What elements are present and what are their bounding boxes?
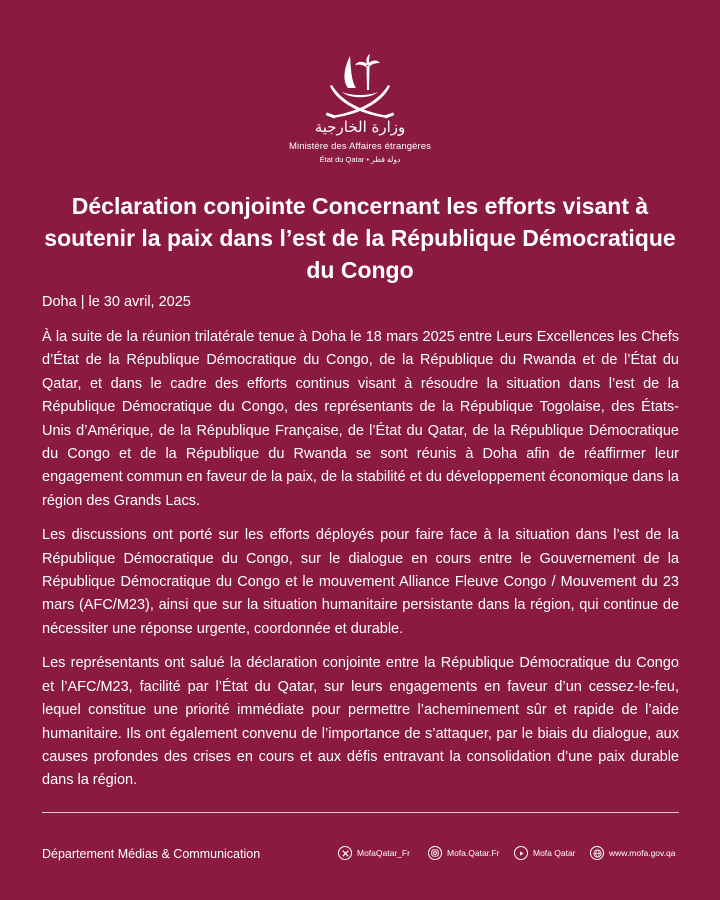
body-paragraph: Les discussions ont porté sur les efforts déployés pour faire face à la situation dans l’est de la République Démocratique du Congo, sur le dialogue en cours entre le Gouvernement de la République Démocratique du Congo et le mouvement Alliance Fleuve Congo / Mouvement du 23 mars (AFC/M23), ainsi que sur la situation humanitaire persistante dans la région, qui continue de nécessiter une réponse urgente, coordonnée et durable. bbox=[42, 527, 679, 637]
footer-divider bbox=[42, 812, 679, 813]
instagram-icon bbox=[428, 846, 442, 860]
state-of-qatar-line: État du Qatar • دولة قطر bbox=[319, 155, 401, 164]
body-paragraph: Les représentants ont salué la déclaration conjointe entre la République Démocratique du Congo et l’AFC/M23, facilité par l’État du Qatar, sur leurs engagements en faveur d’un cessez-le-feu, lequel constitue une priorité immédiate pour permettre l’acheminement sûr et rapide de l’aide humanitaire. Ils ont également convenu de l’importance de s’attaquer, par le biais du dialogue, aux causes profondes des crises en cours et aux défis entravant la consolidation d’une paix durable dans la région. bbox=[42, 655, 679, 789]
youtube-social-link[interactable] bbox=[514, 846, 576, 860]
x-handle: MofaQatar_Fr bbox=[357, 848, 410, 858]
qatar-emblem-logo bbox=[310, 52, 410, 126]
dateline: Doha | le 30 avril, 2025 bbox=[42, 294, 191, 310]
statement-body bbox=[42, 326, 679, 804]
body-paragraph: À la suite de la réunion trilatérale tenue à Doha le 18 mars 2025 entre Leurs Excellences les Chefs d’État de la République Démocratique du Congo, de la République du Rwanda et de l’État du Qatar, et dans le cadre des efforts continus visant à résoudre la situation dans l’est de la République Démocratique du Congo, des représentants de la République Togolaise, des États-Unis d’Amérique, de la République Française, de l’État du Qatar, de la République Démocratique du Congo et de la République du Rwanda se sont réunis à Doha afin de réaffirmer leur engagement commun en faveur de la paix, de la stabilité et du développement économique dans la région des Grands Lacs. bbox=[42, 329, 679, 509]
globe-icon bbox=[590, 846, 604, 860]
website-url: www.mofa.gov.qa bbox=[609, 848, 676, 858]
ministry-name-arabic: وزارة الخارجية bbox=[314, 118, 406, 136]
youtube-icon bbox=[514, 846, 528, 860]
x-social-link[interactable] bbox=[338, 846, 410, 860]
instagram-social-link[interactable] bbox=[428, 846, 499, 860]
x-icon bbox=[338, 846, 352, 860]
ministry-name-french: Ministère des Affaires étrangères bbox=[288, 141, 431, 152]
department-label: Département Médias & Communication bbox=[42, 847, 261, 861]
statement-title: Déclaration conjointe Concernant les efforts visant à soutenir la paix dans l’est de la République Démocratique du Congo bbox=[44, 193, 676, 283]
website-link[interactable] bbox=[590, 846, 675, 860]
instagram-handle: Mofa.Qatar.Fr bbox=[447, 848, 500, 858]
youtube-handle: Mofa Qatar bbox=[533, 848, 576, 858]
